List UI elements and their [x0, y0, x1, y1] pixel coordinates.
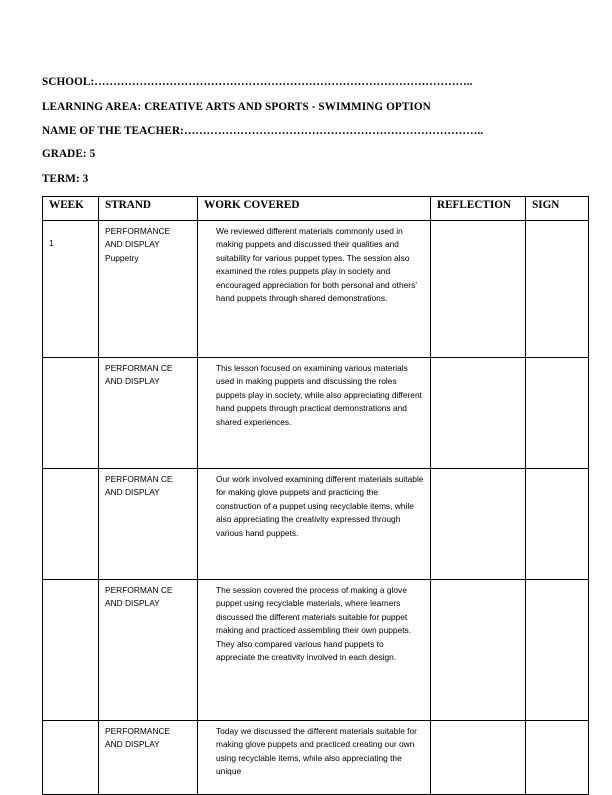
reflection-cell[interactable] [431, 358, 526, 469]
column-header-week: WEEK [43, 197, 99, 221]
table-row [43, 580, 589, 721]
week-cell [43, 721, 99, 795]
column-header-work-covered: WORK COVERED [198, 197, 431, 221]
work-covered-cell: This lesson focused on examining various materials used in making puppets and discussing the roles puppets play in society, while also appreciating different hand puppets through practical demonstrations and shared experiences. [198, 358, 431, 469]
table-row [43, 469, 589, 580]
week-cell [43, 358, 99, 469]
table-row [43, 721, 589, 795]
work-covered-cell: The session covered the process of making a glove puppet using recyclable materials, where learners discussed the different materials suitable for puppet making and practiced assembling their own puppets. They also compared various hand puppets to appreciate the creativity involved in each design. [198, 580, 431, 721]
sign-cell[interactable] [526, 469, 589, 580]
reflection-cell[interactable] [431, 469, 526, 580]
strand-line: PERFORMANCE [105, 226, 171, 236]
work-covered-cell: Today we discussed the different materials suitable for making glove puppets and practiced creating our own using recyclable items, while also appreciating the unique [198, 721, 431, 795]
grade-line: GRADE: 5 [42, 148, 96, 160]
strand-line: PERFORMAN CE [105, 363, 173, 373]
strand-line: PERFORMANCE [105, 726, 171, 736]
strand-line: PERFORMAN CE [105, 474, 173, 484]
column-header-reflection: REFLECTION [431, 197, 526, 221]
strand-cell [99, 358, 198, 469]
reflection-cell[interactable] [431, 721, 526, 795]
work-covered-cell: We reviewed different materials commonly used in making puppets and discussed their qualities and suitability for various puppet types. The session also examined the roles puppets play in society and encouraged appreciation for both personal and others’ hand puppets through shared demonstrations. [198, 221, 431, 358]
week-cell [43, 469, 99, 580]
table-header-row [43, 197, 589, 221]
column-header-strand: STRAND [99, 197, 198, 221]
sub-strand-line: Puppetry [105, 252, 139, 263]
sign-cell[interactable] [526, 580, 589, 721]
strand-cell [99, 469, 198, 580]
sign-cell[interactable] [526, 358, 589, 469]
strand-line: AND DISPLAY [105, 239, 160, 250]
week-cell [43, 580, 99, 721]
reflection-cell[interactable] [431, 580, 526, 721]
sign-cell[interactable] [526, 221, 589, 358]
strand-cell [99, 580, 198, 721]
term-line: TERM: 3 [42, 173, 89, 185]
week-cell: 1 [43, 221, 99, 358]
strand-line: AND DISPLAY [105, 598, 160, 609]
work-record-table [42, 196, 589, 795]
strand-line: AND DISPLAY [105, 739, 160, 750]
learning-area-line: LEARNING AREA: CREATIVE ARTS AND SPORTS - SWIMMING OPTION [42, 101, 431, 113]
reflection-cell[interactable] [431, 221, 526, 358]
sign-cell[interactable] [526, 721, 589, 795]
table-row [43, 358, 589, 469]
strand-line: AND DISPLAY [105, 487, 160, 498]
strand-cell [99, 721, 198, 795]
strand-line: AND DISPLAY [105, 376, 160, 387]
strand-cell [99, 221, 198, 358]
table-row [43, 221, 589, 358]
strand-line: PERFORMAN CE [105, 585, 173, 595]
column-header-sign: SIGN [526, 197, 589, 221]
teacher-name-line: NAME OF THE TEACHER:…………………………………………………………………….. [42, 125, 484, 137]
work-covered-cell: Our work involved examining different materials suitable for making glove puppets and practicing the construction of a puppet using recyclable items, while also appreciating the creativity expressed through various hand puppets. [198, 469, 431, 580]
school-line: SCHOOL:……………………………………………………………………………………….. [42, 76, 473, 88]
